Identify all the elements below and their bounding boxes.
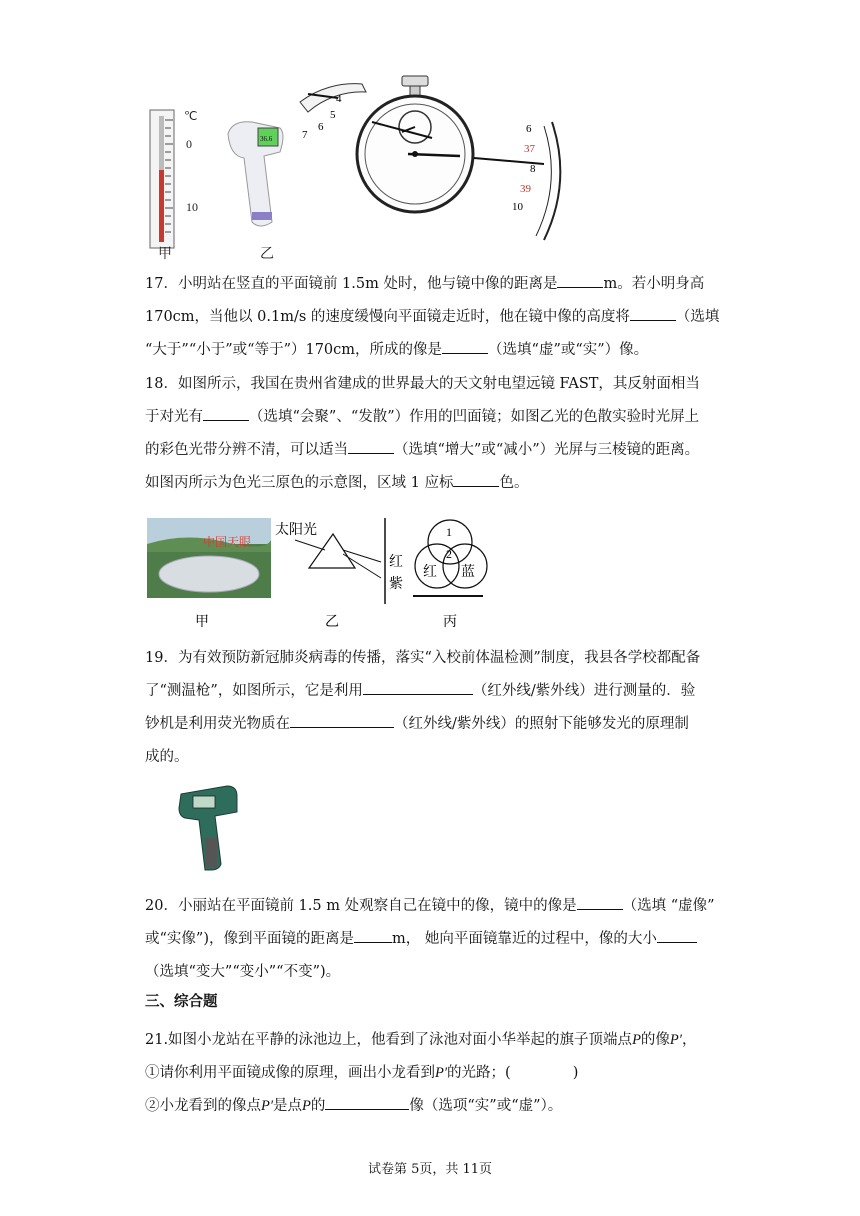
question-21 [145, 1024, 720, 1123]
q20-text: 20．小丽站在平面镜前 1.5 m 处观察自己在镜中的像，镜中的像是 [145, 898, 577, 914]
q21-text: 是点 [273, 1098, 303, 1114]
primary-colors-diagram [413, 520, 487, 596]
answer-blank[interactable] [290, 711, 394, 728]
q21-text: 的 [310, 1098, 326, 1114]
q20-text: （选填“变大”“变小”“不变”)。 [145, 964, 341, 980]
q18-text: 18．如图所示，我国在贵州省建成的世界最大的天文射电望远镜 FAST，其反射面相当 [145, 376, 700, 392]
scale-label-6: 6 [318, 121, 324, 133]
clinical-scale-39: 39 [520, 183, 531, 195]
q18-text: （选填“增大”或“减小”）光屏与三棱镜的距离。 [394, 442, 700, 458]
point-p-prime: P′ [669, 1032, 682, 1048]
question-17 [145, 268, 720, 367]
q21-text: 像（选项“实”或“虚”）。 [409, 1098, 563, 1114]
q21-text: ， [681, 1032, 697, 1048]
figure-label-bing: 丙 [443, 615, 457, 630]
figure-label-yi: 乙 [325, 615, 339, 630]
answer-blank[interactable] [325, 1093, 409, 1110]
sunlight-label: 太阳光 [275, 523, 317, 538]
question-18 [145, 368, 720, 500]
thermometer-unit: ℃ [184, 109, 198, 123]
answer-blank[interactable] [557, 271, 603, 288]
clinical-scale-8: 8 [530, 163, 536, 175]
clinical-thermometer-image [474, 122, 560, 240]
q20-text: （选填 “虚像” [622, 898, 715, 914]
clinical-scale-6: 6 [526, 123, 532, 135]
q20-text: 或“实像”)，像到平面镜的距离是 [145, 931, 354, 947]
point-p-prime: P′ [261, 1098, 274, 1114]
q19-text: （红外线/紫外线）的照射下能够发光的原理制 [394, 716, 689, 732]
figure-thermometers [140, 72, 580, 264]
answer-blank[interactable] [657, 926, 697, 943]
figure-light [145, 512, 495, 632]
q18-text: 于对光有 [145, 409, 203, 425]
thermometer-tick-10: 10 [186, 200, 198, 214]
figure-label-yi: 乙 [260, 247, 274, 262]
point-p-prime: P′ [435, 1065, 448, 1081]
clinical-scale-37: 37 [524, 143, 535, 155]
q17-text: m。若小明身高 [603, 276, 705, 292]
q18-text: 色。 [499, 475, 529, 491]
answer-blank[interactable] [363, 678, 473, 695]
q17-text: 170cm，当他以 0.1m/s 的速度缓慢向平面镜走近时，他在镜中像的高度将 [145, 309, 630, 325]
thermometer-image [150, 110, 174, 248]
q18-text: 的彩色光带分辨不清，可以适当 [145, 442, 348, 458]
q17-text: （选填“虚”或“实”）像。 [488, 342, 649, 358]
region-1-label: 1 [446, 525, 452, 539]
region-2-label: 2 [446, 547, 452, 561]
q19-text: （红外线/紫外线）进行测量的．验 [472, 683, 696, 699]
violet-band-label: 紫 [389, 577, 403, 592]
q21-text: ) [572, 1065, 579, 1081]
stopwatch-image [300, 76, 473, 212]
infrared-gun-image [175, 782, 245, 874]
q18-text: （选填“会聚”、“发散”）作用的凹面镜；如图乙光的色散实验时光屏上 [249, 409, 700, 425]
page-footer: 试卷第 5页，共 11页 [367, 1162, 493, 1177]
photo-caption: 中国天眼 [203, 535, 252, 549]
thermometer-tick-0: 0 [186, 137, 192, 151]
red-band-label: 红 [389, 555, 403, 570]
q21-text: 21.如图小龙站在平静的泳池边上，他看到了泳池对面小华举起的旗子顶端点 [145, 1032, 633, 1048]
q19-text: 了“测温枪”，如图所示，它是利用 [145, 683, 363, 699]
question-19 [145, 642, 720, 774]
q21-text: ②小龙看到的像点 [145, 1098, 261, 1114]
circle-blue-label: 蓝 [461, 565, 475, 580]
clinical-scale-10: 10 [512, 201, 523, 213]
answer-blank[interactable] [442, 337, 488, 354]
q19-text: 成的。 [145, 749, 189, 765]
scale-label-5: 5 [330, 109, 336, 121]
answer-blank[interactable] [348, 437, 394, 454]
answer-blank[interactable] [203, 404, 249, 421]
figure-label-jia: 甲 [195, 615, 209, 630]
figure-label-jia: 甲 [158, 247, 172, 262]
thermometer-gun-image [228, 122, 283, 226]
question-20 [145, 890, 720, 989]
gun-display-value: 36.6 [260, 135, 273, 143]
answer-blank[interactable] [453, 470, 499, 487]
q17-text: 17．小明站在竖直的平面镜前 1.5m 处时，他与镜中像的距离是 [145, 276, 558, 292]
q19-text: 19．为有效预防新冠肺炎病毒的传播，落实“入校前体温检测”制度，我县各学校都配备 [145, 650, 701, 666]
q20-text: m， 她向平面镜靠近的过程中，像的大小 [391, 931, 657, 947]
answer-blank[interactable] [577, 893, 623, 910]
answer-blank[interactable] [354, 926, 392, 943]
q17-text: （选填 [675, 309, 720, 325]
point-p: P [632, 1032, 641, 1048]
answer-blank[interactable] [630, 304, 676, 321]
q21-text: 的像 [640, 1032, 670, 1048]
q17-text: “大于”“小于”或“等于”）170cm，所成的像是 [145, 342, 443, 358]
q19-text: 钞机是利用荧光物质在 [145, 716, 290, 732]
q18-text: 如图丙所示为色光三原色的示意图，区域 1 应标 [145, 475, 454, 491]
fast-telescope-photo [147, 518, 271, 598]
scale-label-7: 7 [302, 129, 308, 141]
section-heading: 三、综合题 [145, 994, 218, 1010]
point-p: P [302, 1098, 311, 1114]
q21-text: ①请你利用平面镜成像的原理，画出小龙看到 [145, 1065, 435, 1081]
q21-text: 的光路；( [447, 1065, 511, 1081]
prism-diagram [275, 518, 403, 604]
circle-red-label: 红 [423, 565, 437, 580]
scale-label-4: 4 [336, 93, 342, 105]
